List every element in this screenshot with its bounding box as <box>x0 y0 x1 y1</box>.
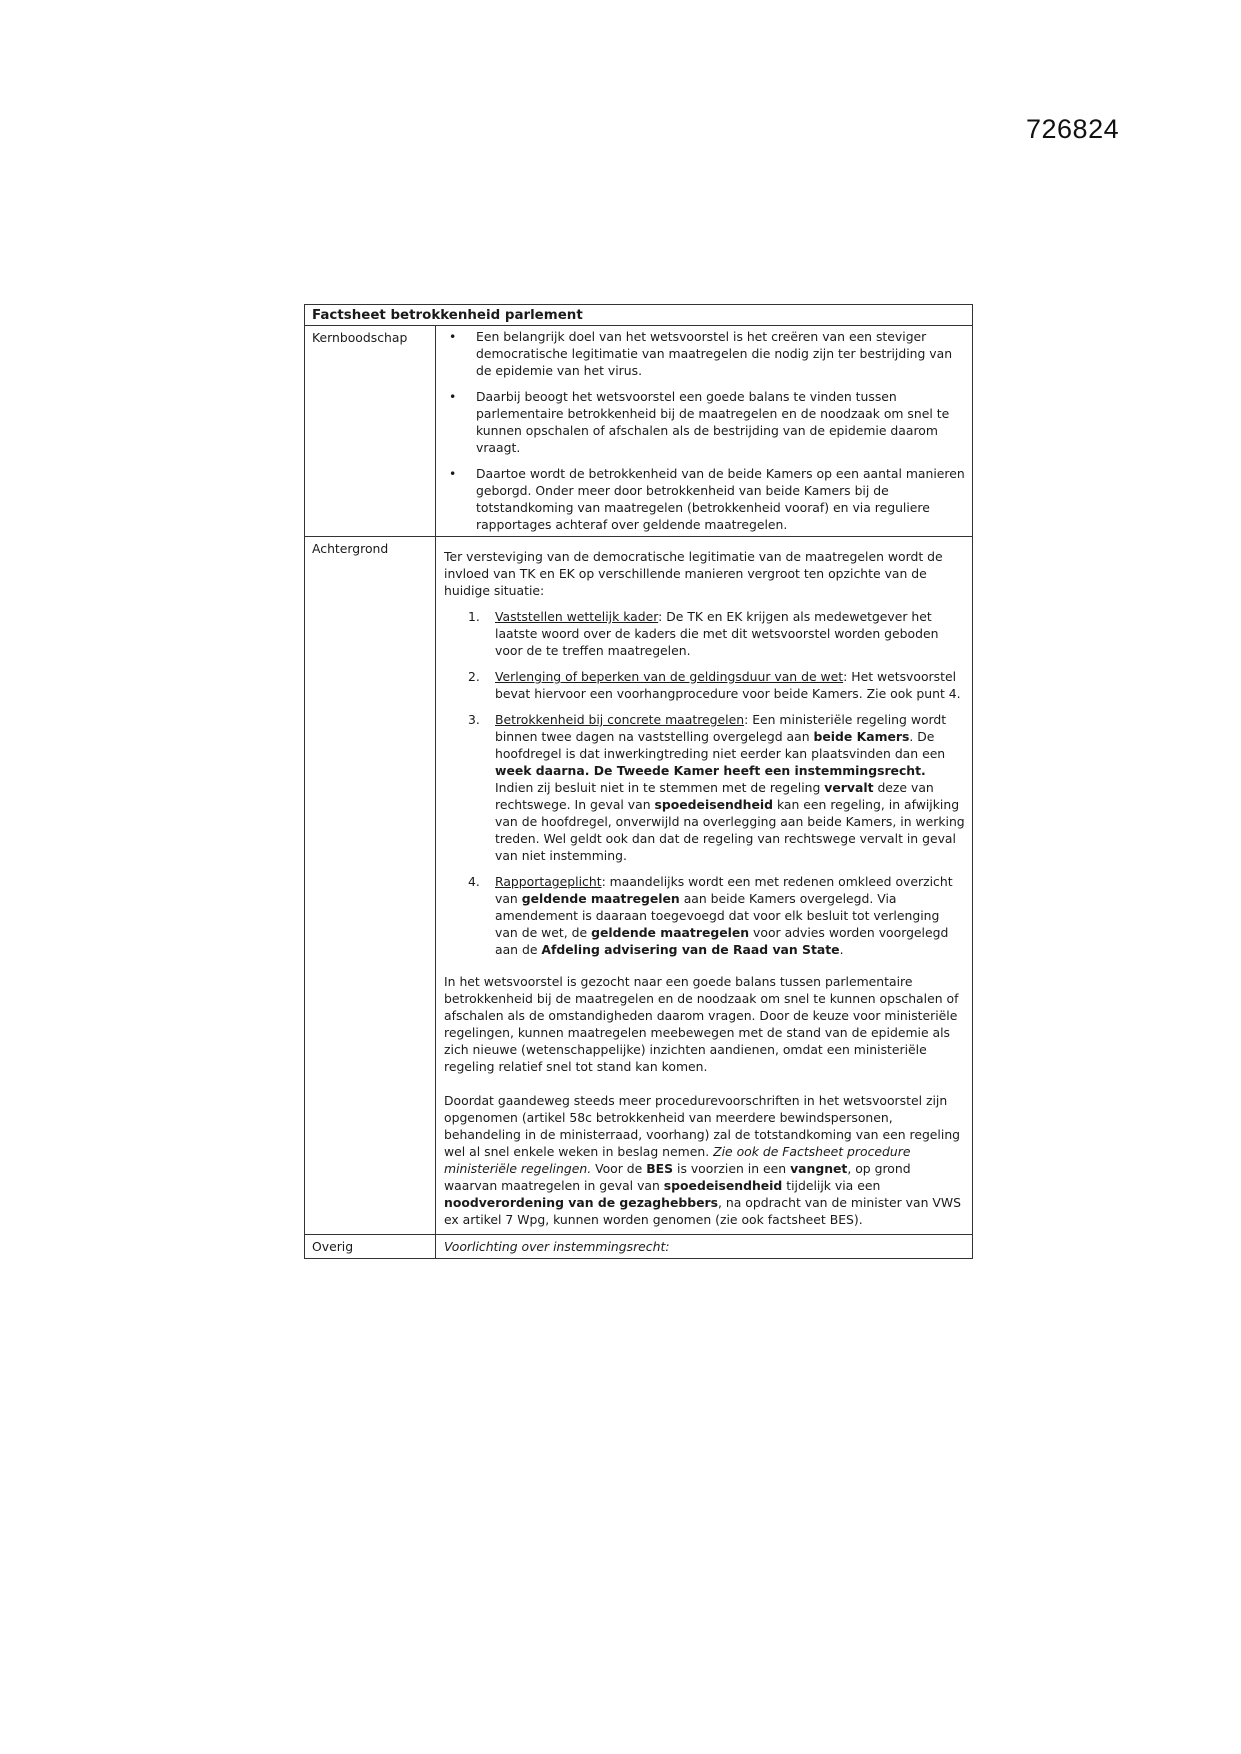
item-emphasis: geldende maatregelen <box>591 925 750 940</box>
item-text: : De TK en EK krijgen als medewetgever het laatste woord over de kaders die met dit wetsvoorstel worden geboden voor de te treffen maatregelen. <box>495 609 939 658</box>
bullet-text: Een belangrijk doel van het wetsvoorstel is het creëren van een steviger democratische legitimatie van maatregelen die nodig zijn ter bestrijding van de epidemie van het virus. <box>476 329 953 378</box>
bullet-text: Daartoe wordt de betrokkenheid van de beide Kamers op een aantal manieren geborgd. Onder meer door betrokkenheid van beide Kamers bij de totstandkoming van maatregelen (betrokkenheid vooraf) en via reguliere rapportages achteraf over geldende maatregelen. <box>476 466 965 532</box>
paragraph-text: , na opdracht van de minister van VWS ex artikel 7 Wpg, kunnen worden genomen (zie ook factsheet BES). <box>444 1195 961 1227</box>
achtergrond-list <box>444 608 965 958</box>
item-text: . De hoofdregel is dat inwerkingtreding niet eerder kan plaatsvinden dan een <box>495 729 946 761</box>
row-content-overig <box>436 1235 973 1259</box>
paragraph-emphasis: vangnet <box>790 1161 848 1176</box>
factsheet-table <box>304 304 973 1259</box>
document-number: 726824 <box>1026 114 1120 144</box>
row-label-kernboodschap: Kernboodschap <box>305 326 436 537</box>
row-label-overig: Overig <box>305 1235 436 1259</box>
paragraph-emphasis: spoedeisendheid <box>663 1178 783 1193</box>
list-item <box>468 711 965 864</box>
item-text: kan een regeling, in afwijking van de hoofdregel, onverwijld na overlegging aan beide Kamers, in werking treden. Wel geldt ook dan dat de regeling van rechtswege vervalt in geval van niet instemming. <box>495 797 965 863</box>
item-emphasis: vervalt <box>824 780 874 795</box>
item-number: 1. <box>468 609 480 624</box>
item-heading: Betrokkenheid bij concrete maatregelen <box>495 712 745 727</box>
item-text: : Het wetsvoorstel bevat hiervoor een voorhangprocedure voor beide Kamers. Zie ook punt 4. <box>495 669 961 701</box>
item-emphasis: spoedeisendheid <box>654 797 774 812</box>
overig-text: Voorlichting over instemmingsrecht: <box>444 1239 670 1254</box>
achtergrond-paragraph-2: In het wetsvoorstel is gezocht naar een goede balans tussen parlementaire betrokkenheid bij de maatregelen en de noodzaak om snel te kunnen opschalen of afschalen als de omstandigheden daarom vragen. Door de keuze voor ministeriële regelingen, kunnen maatregelen meebewegen met de stand van de epidemie als zich nieuwe (wetenschappelijke) inzichten aandienen, omdat een ministeriële regeling relatief snel tot stand kan komen. <box>444 974 959 1074</box>
list-item <box>468 873 965 958</box>
paragraph-emphasis: noodverordening van de gezaghebbers <box>444 1195 719 1210</box>
row-label-achtergrond: Achtergrond <box>305 537 436 1235</box>
paragraph-emphasis: BES <box>646 1161 674 1176</box>
paragraph-text: Doordat gaandeweg steeds meer procedurevoorschriften in het wetsvoorstel zijn opgenomen (artikel 58c betrokkenheid van meerdere bewindspersonen, behandeling in de ministerraad, voorhang) zal de totstandkoming van een regeling wel al snel enkele weken in beslag nemen. <box>444 1093 961 1159</box>
item-emphasis: beide Kamers <box>813 729 910 744</box>
bullet-icon: • <box>449 329 457 344</box>
item-text: voor advies worden voorgelegd aan de <box>495 925 949 957</box>
item-emphasis: geldende maatregelen <box>521 891 680 906</box>
paragraph-text: is voorzien in een <box>673 1161 791 1176</box>
item-emphasis: week daarna. De Tweede Kamer heeft een instemmingsrecht. <box>495 763 926 778</box>
bullet-icon: • <box>449 466 457 481</box>
row-overig <box>305 1235 973 1259</box>
item-text: Indien zij besluit niet in te stemmen met de regeling <box>495 780 825 795</box>
item-heading: Vaststellen wettelijk kader <box>495 609 659 624</box>
list-item <box>444 388 965 456</box>
item-number: 2. <box>468 669 480 684</box>
achtergrond-paragraph-3 <box>444 1092 965 1228</box>
item-text: aan beide Kamers overgelegd. Via amendement is daaraan toegevoegd dat voor elk besluit tot verlenging van de wet, de <box>495 891 940 940</box>
bullet-text: Daarbij beoogt het wetsvoorstel een goede balans te vinden tussen parlementaire betrokkenheid bij de maatregelen en de noodzaak om snel te kunnen opschalen of afschalen als de bestrijding van de epidemie daarom vraagt. <box>476 389 950 455</box>
paragraph-text: tijdelijk via een <box>782 1178 881 1193</box>
title-row <box>305 305 973 326</box>
row-content-kernboodschap <box>436 326 973 537</box>
item-emphasis: Afdeling advisering van de Raad van State <box>541 942 840 957</box>
item-number: 3. <box>468 712 480 727</box>
row-content-achtergrond <box>436 537 973 1235</box>
item-text: : Een ministeriële regeling wordt binnen twee dagen na vaststelling overgelegd aan <box>495 712 947 744</box>
item-text: . <box>839 942 844 957</box>
bullet-icon: • <box>449 389 457 404</box>
list-item <box>444 328 965 379</box>
row-achtergrond <box>305 537 973 1235</box>
row-kernboodschap <box>305 326 973 537</box>
list-item <box>444 465 965 533</box>
item-text: : maandelijks wordt een met redenen omkleed overzicht van <box>495 874 953 906</box>
item-text: deze van rechtswege. In geval van <box>495 780 934 812</box>
paragraph-text: , op grond waarvan maatregelen in geval van <box>444 1161 911 1193</box>
item-heading: Rapportageplicht <box>495 874 602 889</box>
achtergrond-intro: Ter versteviging van de democratische legitimatie van de maatregelen wordt de invloed van TK en EK op verschillende manieren vergroot ten opzichte van de huidige situatie: <box>444 549 943 598</box>
list-item <box>468 668 965 702</box>
kernboodschap-list <box>444 328 965 533</box>
paragraph-text: Voor de <box>591 1161 647 1176</box>
item-number: 4. <box>468 874 480 889</box>
item-heading: Verlenging of beperken van de geldingsduur van de wet <box>495 669 844 684</box>
factsheet-title: Factsheet betrokkenheid parlement <box>305 305 973 326</box>
list-item <box>468 608 965 659</box>
paragraph-reference: Zie ook de Factsheet procedure ministeriële regelingen. <box>444 1144 911 1176</box>
